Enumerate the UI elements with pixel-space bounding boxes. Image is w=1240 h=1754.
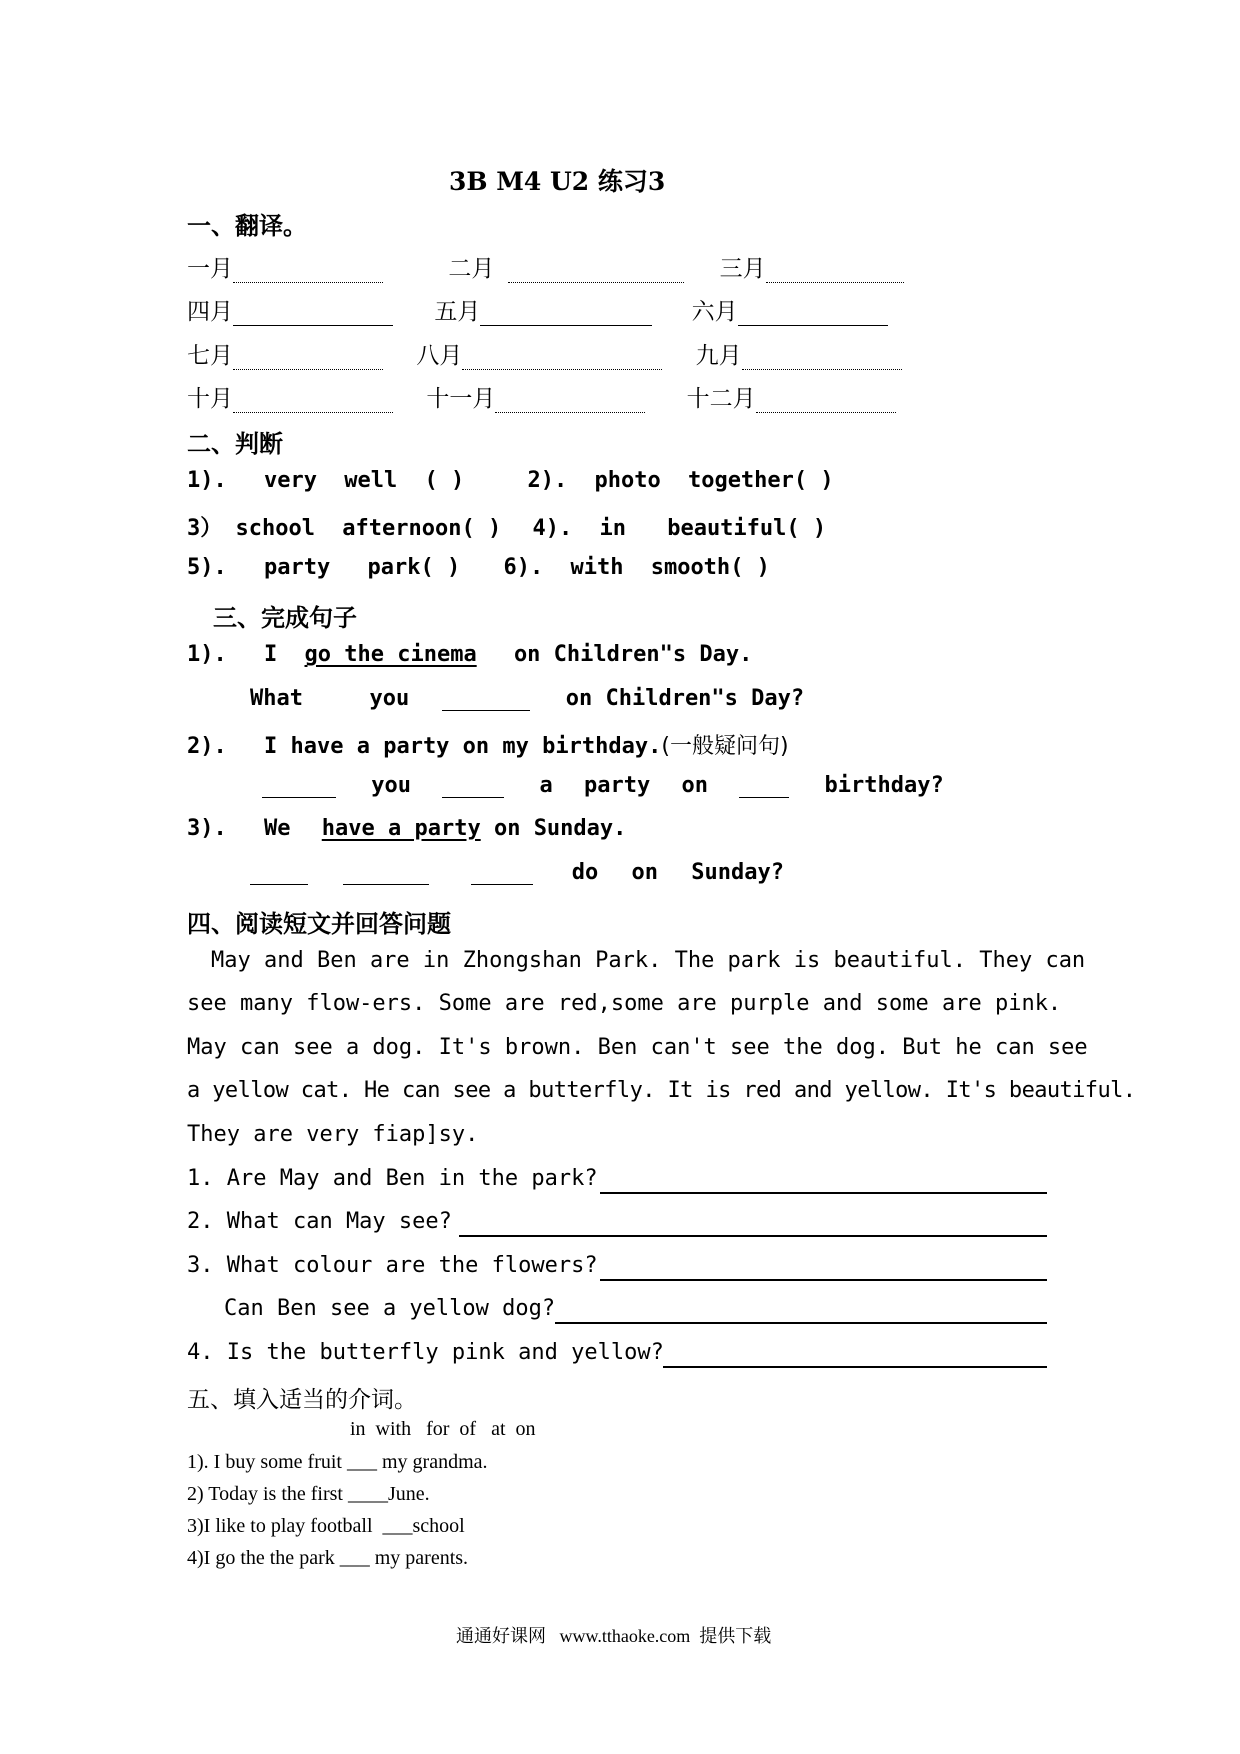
sentence-1-question <box>250 686 804 711</box>
note: (一般疑问句) <box>661 734 789 759</box>
blank[interactable] <box>766 260 904 283</box>
footer-credit: 通通好课网 www.tthaoke.com 提供下载 <box>456 1626 772 1646</box>
month-feb: 二月 <box>448 256 495 282</box>
sentence-2 <box>187 729 789 760</box>
answer-line[interactable] <box>600 1279 1047 1281</box>
question: 1. Are May and Ben in the park? <box>187 1166 598 1191</box>
translate-row-4 <box>187 380 896 413</box>
month-sep: 九月 <box>695 343 742 369</box>
answer-line[interactable] <box>663 1366 1047 1368</box>
month-dec: 十二月 <box>686 386 756 412</box>
item-num: 2). <box>527 468 568 493</box>
item-num: 1). <box>187 642 227 667</box>
answer-line[interactable] <box>555 1322 1047 1324</box>
month-nov: 十一月 <box>426 386 496 412</box>
word: on <box>681 773 708 798</box>
month-apr: 四月 <box>187 299 233 325</box>
word: afternoon <box>342 516 462 541</box>
fill-item: 3)I like to play football ___school <box>187 1515 465 1537</box>
blank[interactable] <box>343 862 429 885</box>
blank[interactable] <box>250 862 308 885</box>
item-num: 3） <box>187 516 223 541</box>
blank[interactable] <box>262 775 336 798</box>
sentence-1 <box>187 642 752 667</box>
question: 3. What colour are the flowers? <box>187 1253 598 1278</box>
answer-line[interactable] <box>600 1192 1047 1194</box>
blank[interactable] <box>462 347 662 370</box>
underlined-phrase: have a party <box>321 816 481 841</box>
answer-paren[interactable]: ( ) <box>730 555 770 580</box>
word: school <box>235 516 315 541</box>
month-aug: 八月 <box>416 343 463 369</box>
translate-row-3 <box>187 337 902 370</box>
section2-heading: 二、判断 <box>187 429 283 458</box>
word: in <box>599 516 626 541</box>
section4-heading: 四、阅读短文并回答问题 <box>187 909 451 938</box>
question: Can Ben see a yellow dog? <box>224 1296 556 1321</box>
blank[interactable] <box>508 260 684 283</box>
sentence-rest: on Children"s Day. <box>513 642 753 667</box>
fill-item: 4)I go the the park ___ my parents. <box>187 1547 469 1569</box>
sentence-3-question <box>250 860 784 885</box>
sentence-rest: on Children"s Day? <box>565 686 805 711</box>
blank[interactable] <box>756 390 896 413</box>
answer-paren[interactable]: ( ) <box>793 468 834 493</box>
item-num: 2). <box>187 734 227 759</box>
word: do <box>571 860 599 885</box>
blank[interactable] <box>495 390 645 413</box>
blank[interactable] <box>233 260 383 283</box>
blank[interactable] <box>233 390 393 413</box>
word: party <box>264 555 331 580</box>
answer-paren[interactable]: ( ) <box>786 516 827 541</box>
judge-row-1 <box>187 468 834 493</box>
sentence-3 <box>187 816 626 841</box>
word: beautiful <box>667 516 787 541</box>
month-jan: 一月 <box>187 256 233 282</box>
passage-line: a yellow cat. He can see a butterfly. It is red and yellow. It's beautiful. <box>187 1078 1136 1103</box>
word: I <box>264 642 278 667</box>
word: with <box>570 555 624 580</box>
blank[interactable] <box>480 303 652 326</box>
answer-paren[interactable]: ( ) <box>424 468 465 493</box>
word: on <box>631 860 658 885</box>
item-num: 3). <box>187 816 227 841</box>
answer-paren[interactable]: ( ) <box>461 516 502 541</box>
word: very <box>264 468 317 493</box>
item-num: 6). <box>503 555 544 580</box>
sentence-rest: on Sunday. <box>493 816 627 841</box>
month-jun: 六月 <box>691 299 738 325</box>
section5-heading: 五、填入适当的介词。 <box>187 1387 417 1413</box>
translate-row-1 <box>187 250 904 283</box>
passage-line: see many flow-ers. Some are red,some are purple and some are pink. <box>187 991 1062 1016</box>
item-num: 4). <box>532 516 573 541</box>
blank[interactable] <box>739 775 789 798</box>
word: park <box>367 555 421 580</box>
judge-row-3 <box>187 555 770 580</box>
item-num: 1). <box>187 468 227 493</box>
blank[interactable] <box>442 775 504 798</box>
word: We <box>264 816 291 841</box>
item-num: 5). <box>187 555 227 580</box>
word: birthday? <box>824 773 944 798</box>
word: together <box>687 468 794 493</box>
blank[interactable] <box>233 303 393 326</box>
section3-heading: 三、完成句子 <box>213 603 357 632</box>
sentence-text: I have a party on my birthday. <box>264 734 662 759</box>
blank[interactable] <box>742 347 902 370</box>
month-oct: 十月 <box>187 386 233 412</box>
word: well <box>344 468 398 493</box>
passage-line: They are very fiap]sy. <box>187 1122 479 1147</box>
question: 4. Is the butterfly pink and yellow? <box>187 1340 664 1365</box>
word: photo <box>594 468 661 493</box>
blank[interactable] <box>233 347 383 370</box>
month-mar: 三月 <box>719 256 766 282</box>
answer-line[interactable] <box>459 1235 1047 1237</box>
section1-heading: 一、翻译。 <box>187 211 307 240</box>
question: 2. What can May see? <box>187 1209 452 1234</box>
passage-line: May can see a dog. It's brown. Ben can't see the dog. But he can see <box>187 1035 1088 1060</box>
judge-row-2 <box>187 511 826 542</box>
blank[interactable] <box>442 688 530 711</box>
page-title: 3B M4 U2 练习3 <box>449 167 666 196</box>
preposition-options: in with for of at on <box>350 1418 536 1440</box>
blank[interactable] <box>471 862 533 885</box>
passage-line: May and Ben are in Zhongshan Park. The park is beautiful. They can <box>211 948 1086 973</box>
fill-item: 1). I buy some fruit ___ my grandma. <box>187 1451 488 1473</box>
word: you <box>371 773 411 798</box>
word: smooth <box>650 555 731 580</box>
underlined-phrase: go the cinema <box>304 642 477 667</box>
word: you <box>369 686 410 711</box>
answer-paren[interactable]: ( ) <box>420 555 461 580</box>
month-jul: 七月 <box>187 343 233 369</box>
word: Sunday? <box>691 860 784 885</box>
sentence-2-question <box>262 773 944 798</box>
month-may: 五月 <box>434 299 481 325</box>
word: party <box>584 773 651 798</box>
fill-item: 2) Today is the first ____June. <box>187 1483 430 1505</box>
word: a <box>539 773 553 798</box>
translate-row-2 <box>187 293 888 326</box>
blank[interactable] <box>738 303 888 326</box>
word: What <box>250 686 303 711</box>
